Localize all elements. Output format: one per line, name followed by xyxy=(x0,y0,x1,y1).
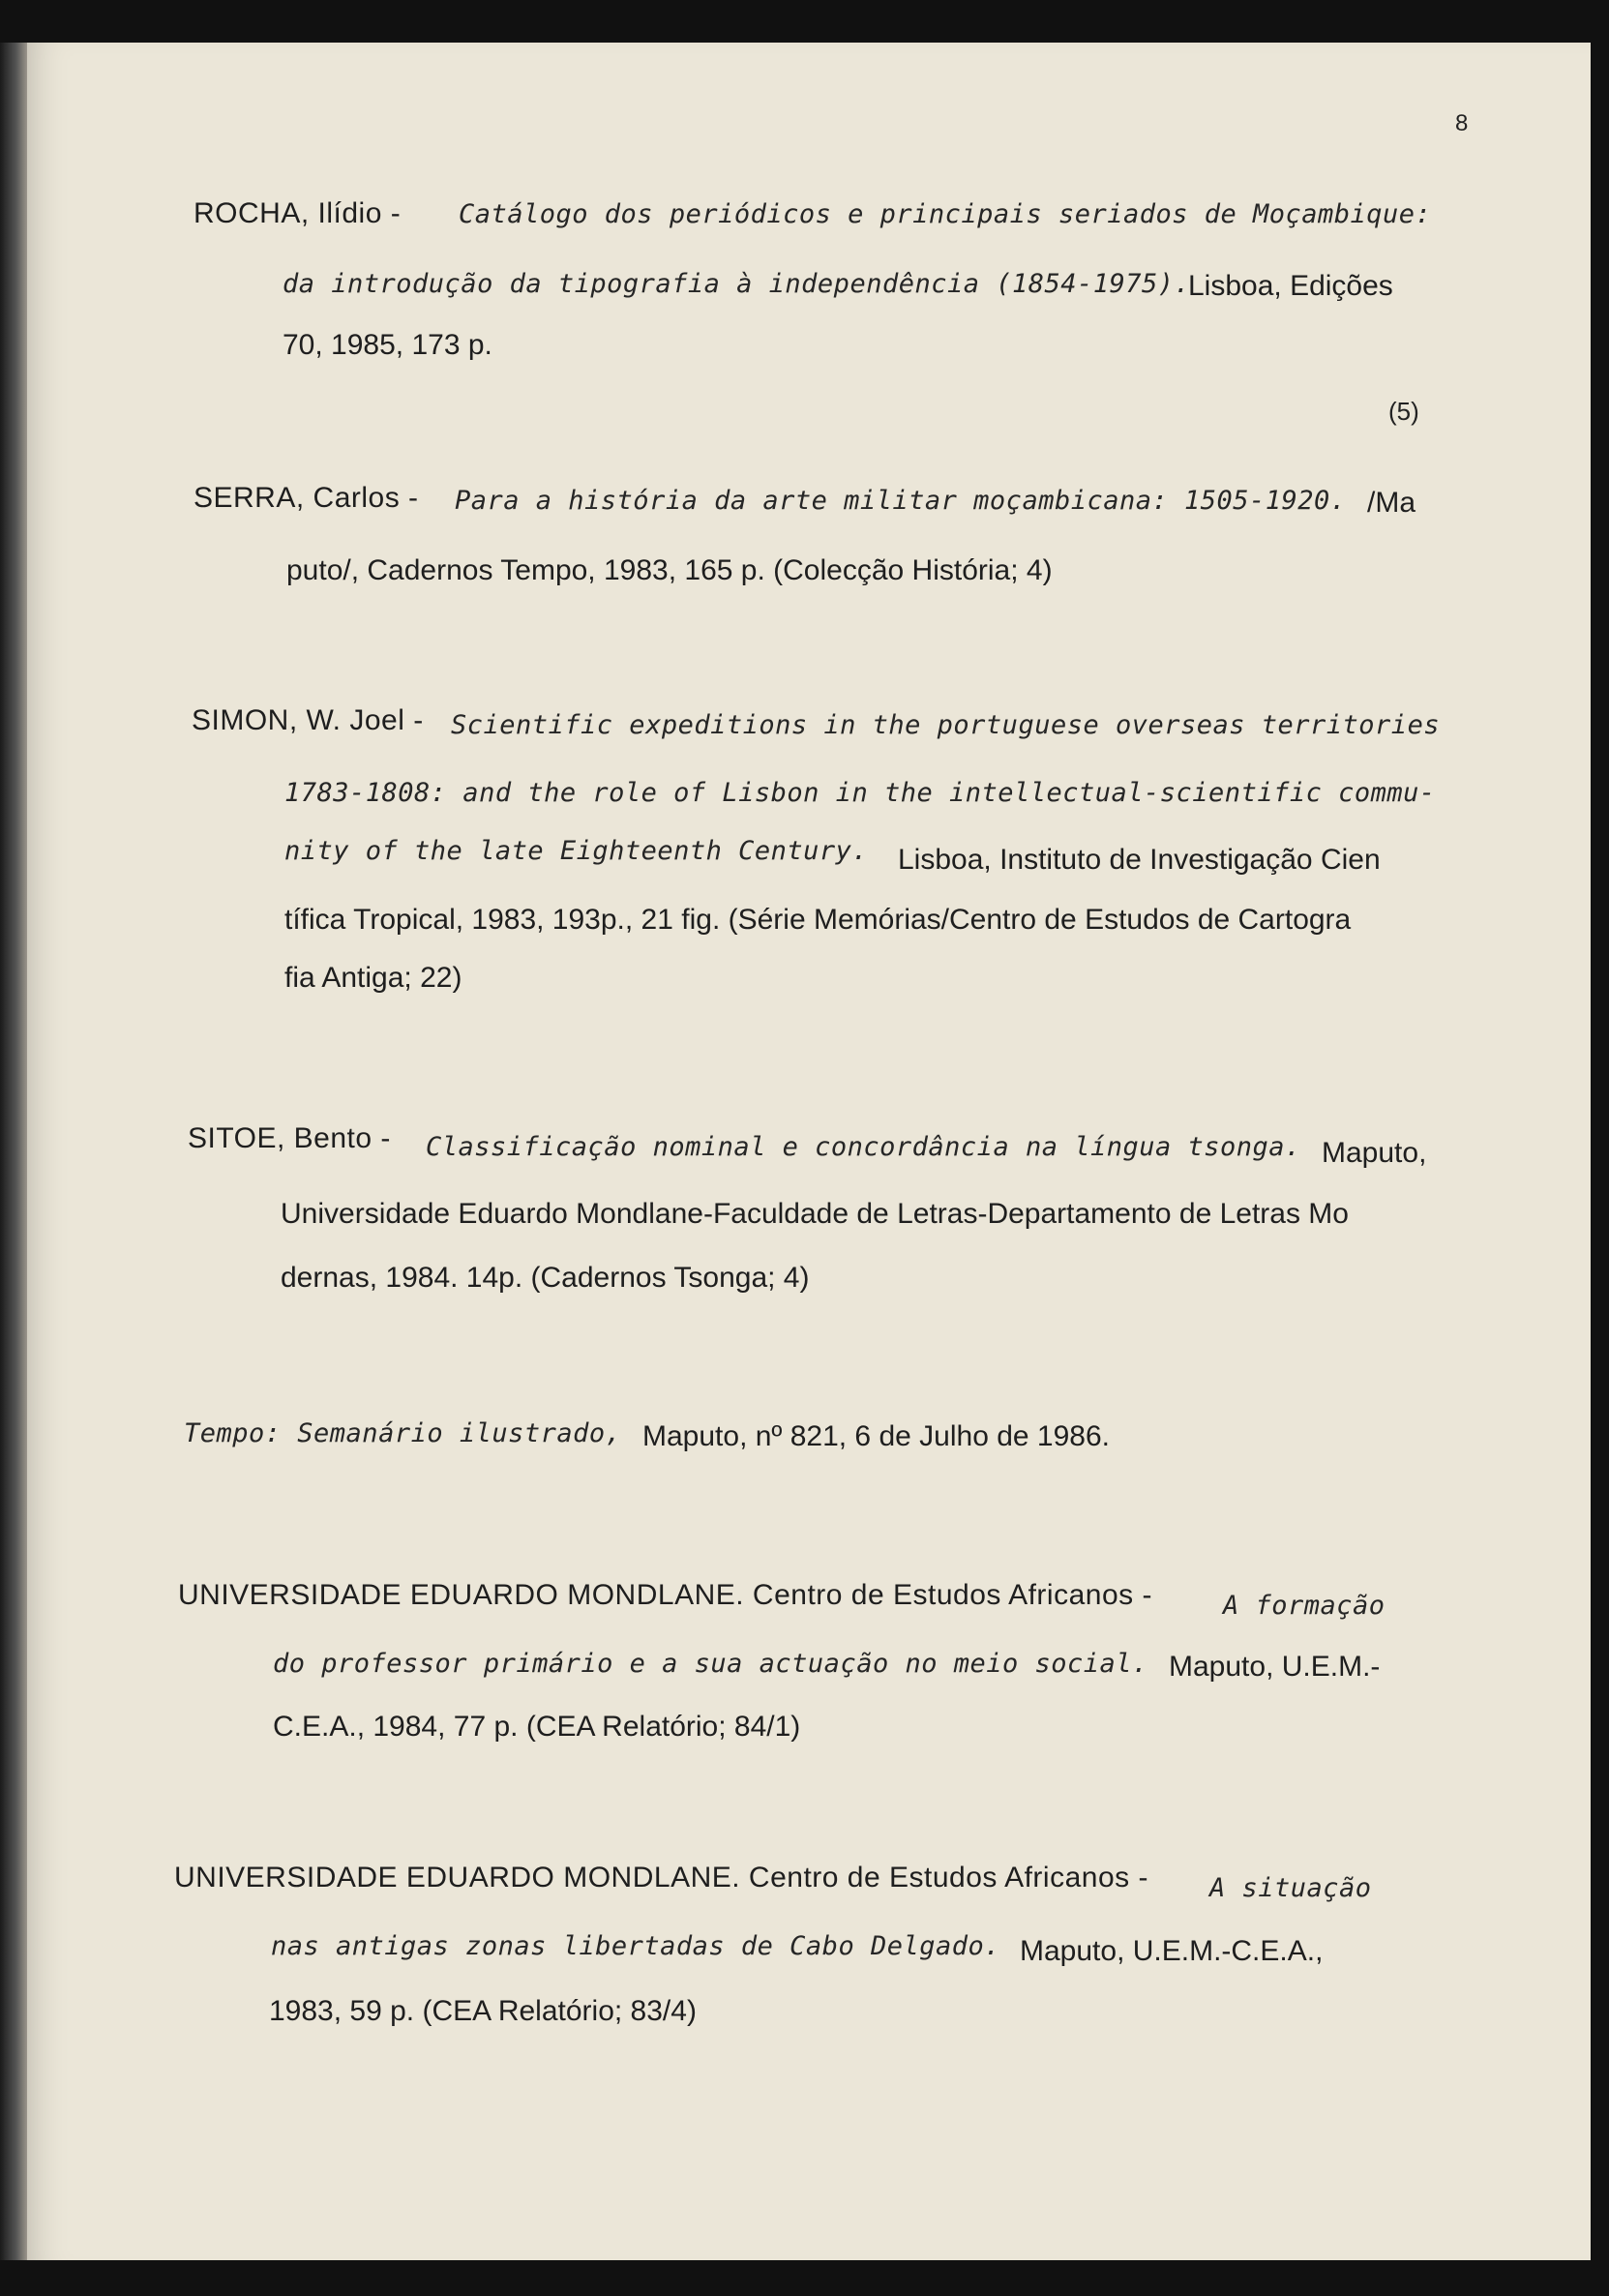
entry-publisher: Universidade Eduardo Mondlane-Faculdade de Letras-Departamento de Letras Mo xyxy=(281,1198,1349,1230)
entry-title: A situação xyxy=(1209,1873,1372,1903)
page-number: 8 xyxy=(1455,110,1469,136)
scan-left-edge xyxy=(0,43,27,2268)
entry-title: Catálogo dos periódicos e principais seriados de Moçambique: xyxy=(459,199,1432,229)
entry-title: A formação xyxy=(1223,1591,1386,1621)
entry-imprint: Maputo, nº 821, 6 de Julho de 1986. xyxy=(642,1420,1110,1452)
entry-imprint: dernas, 1984. 14p. (Cadernos Tsonga; 4) xyxy=(281,1262,810,1294)
entry-reference-number: (5) xyxy=(1388,397,1419,426)
entry-title-cont: da introdução da tipografia à independência (1854-1975). xyxy=(283,269,1191,299)
entry-series: fia Antiga; 22) xyxy=(284,962,462,994)
entry-publisher: Lisboa, Edições xyxy=(1188,270,1393,302)
scan-bottom-edge xyxy=(0,2260,1609,2296)
entry-title-cont: 1783-1808: and the role of Lisbon in the intellectual-scientific commu- xyxy=(284,778,1436,808)
entry-imprint: 1983, 59 p. (CEA Relatório; 83/4) xyxy=(269,1995,697,2027)
entry-publisher: Lisboa, Instituto de Investigação Cien xyxy=(898,844,1381,876)
entry-place: Maputo, xyxy=(1322,1137,1427,1169)
entry-publisher: Maputo, U.E.M.- xyxy=(1169,1651,1381,1683)
entry-author: ROCHA, Ilídio - xyxy=(194,197,402,229)
entry-title: Para a história da arte militar moçambicana: 1505-1920. xyxy=(455,486,1347,516)
entry-author: SERRA, Carlos - xyxy=(194,482,419,514)
entry-author: SITOE, Bento - xyxy=(188,1122,391,1154)
entry-author: UNIVERSIDADE EDUARDO MONDLANE. Centro de Estudos Africanos - xyxy=(174,1862,1148,1893)
entry-imprint: tífica Tropical, 1983, 193p., 21 fig. (Série Memórias/Centro de Estudos de Cartogra xyxy=(284,904,1352,936)
entry-author: UNIVERSIDADE EDUARDO MONDLANE. Centro de Estudos Africanos - xyxy=(178,1579,1152,1611)
entry-imprint: puto/, Cadernos Tempo, 1983, 165 p. (Colecção História; 4) xyxy=(286,554,1053,586)
entry-imprint: 70, 1985, 173 p. xyxy=(283,329,492,361)
entry-author: SIMON, W. Joel - xyxy=(192,704,424,736)
entry-publisher: Maputo, U.E.M.-C.E.A., xyxy=(1020,1935,1324,1967)
entry-title: Classificação nominal e concordância na língua tsonga. xyxy=(426,1132,1301,1162)
entry-title-cont: nas antigas zonas libertadas de Cabo Delgado. xyxy=(271,1931,1000,1961)
entry-title: Scientific expeditions in the portuguese overseas territories xyxy=(451,710,1441,740)
entry-imprint: C.E.A., 1984, 77 p. (CEA Relatório; 84/1) xyxy=(273,1711,801,1743)
entry-title-cont: do professor primário e a sua actuação no meio social. xyxy=(273,1649,1148,1679)
entry-place-part: /Ma xyxy=(1367,487,1416,519)
entry-title-cont: nity of the late Eighteenth Century. xyxy=(284,836,869,866)
entry-title: Tempo: Semanário ilustrado, xyxy=(184,1418,622,1448)
